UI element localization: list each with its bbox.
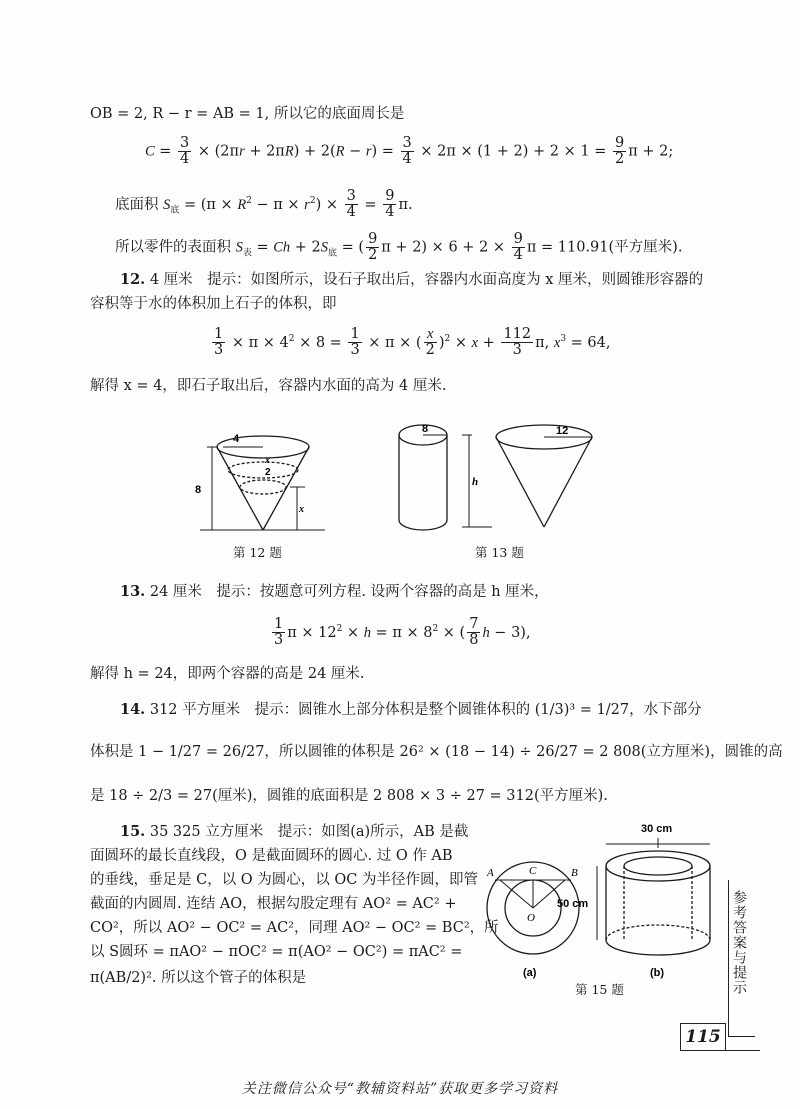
side-tab-label: 参考答案与提示 bbox=[731, 890, 747, 995]
figure-12-cone bbox=[195, 415, 325, 540]
page-rule bbox=[690, 1050, 760, 1051]
q13-line2: 解得 h = 24，即两个容器的高是 24 厘米. bbox=[90, 666, 365, 682]
q15-line-0: 15. 35 325 立方厘米 提示：如图(a)所示，AB 是截 bbox=[120, 823, 469, 840]
paragraph-continuation: OB = 2, R − r = AB = 1, 所以它的底面周长是 bbox=[90, 106, 405, 122]
page-number: 115 bbox=[680, 1023, 726, 1051]
fig13-label-r1: 8 bbox=[422, 423, 429, 435]
q12-line3: 解得 x = 4，即石子取出后，容器内水面的高为 4 厘米. bbox=[90, 378, 447, 394]
fig15-label-O: O bbox=[527, 912, 535, 924]
q12-equation: $\frac{1}{3}$ × $\pi \times 4^2 \times 8$ = $\frac{1}{3}$ × π × ( $\frac{x}{2}$ )$^2$ × x + $\frac{112}{3}$ π, $x^3 = 64$, bbox=[214, 326, 611, 359]
fig12-label-r: 4 bbox=[233, 433, 240, 445]
footer-note: 关注微信公众号“教辅资料站”获取更多学习资料 bbox=[241, 1081, 559, 1097]
q14-line3: 是 18 ÷ 2/3 = 27(厘米)，圆锥的底面积是 2 808 × 3 ÷ 27 = 312(平方厘米). bbox=[90, 788, 608, 804]
q14-line1: 14. 312 平方厘米 提示：圆锥水上部分体积是整个圆锥体积的 (1/3)³ = 1/27，水下部分 bbox=[120, 701, 702, 718]
figure-15 bbox=[485, 818, 725, 993]
q15-line-5: 以 S圆环 = πAO² − πOC² = π(AO² − OC²) = πAC² = bbox=[90, 944, 463, 960]
equation-circumference: C = $\frac{3}{4}$ × (2πr + 2πR) + 2(R − r) = $\frac{3}{4}$ × 2π × (1 + 2) + 2 × 1 = $\frac{9}{2}$ π + 2; bbox=[145, 135, 674, 167]
equation-surface-area: 所以零件的表面积 $S_表 = Ch + 2S_底$ = ( $\frac{9}{2}$ π + 2) × 6 + 2 × $\frac{9}{4}$ π = 110.91(平方厘米). bbox=[115, 231, 683, 263]
q15-number: 15. bbox=[120, 823, 146, 840]
fig12-label-two: 2 bbox=[265, 467, 271, 478]
fig12-label-x2: x bbox=[299, 504, 304, 515]
fig12-label-x1: x bbox=[265, 455, 270, 466]
fig15-label-b: (b) bbox=[650, 967, 665, 979]
figure-13-cylinder-cone bbox=[392, 415, 602, 540]
figure-15-caption: 第 15 题 bbox=[575, 982, 624, 997]
fig15-label-side: 50 cm bbox=[557, 898, 589, 910]
q14-number: 14. bbox=[120, 701, 146, 718]
fig15-label-C: C bbox=[529, 865, 537, 877]
fig15-label-B: B bbox=[571, 867, 578, 879]
fig13-label-r2: 12 bbox=[556, 425, 569, 437]
fig15-label-a: (a) bbox=[523, 967, 537, 979]
q14-line2: 体积是 1 − 1/27 = 26/27，所以圆锥的体积是 26² × (18 − 14) ÷ 26/27 = 2 808(立方厘米)，圆锥的高 bbox=[90, 744, 783, 760]
fig15-label-A: A bbox=[487, 867, 494, 879]
q15-line-6: π(AB/2)². 所以这个管子的体积是 bbox=[90, 970, 307, 986]
q12-number: 12. bbox=[120, 271, 146, 288]
q15-line-3: 截面的内圆周. 连结 AO，根据勾股定理有 AO² = AC² + bbox=[90, 896, 457, 912]
equation-base-area: 底面积 $S_底 = (\pi \times R^2 - \pi \times r^2)$ × $\frac{3}{4}$ = $\frac{9}{4}$ π. bbox=[115, 188, 413, 221]
q15-line-4: CO²，所以 AO² − OC² = AC²，同理 AO² − OC² = BC²，所 bbox=[90, 920, 499, 936]
fig15-label-top: 30 cm bbox=[641, 823, 673, 835]
figure-13-caption: 第 13 题 bbox=[475, 545, 524, 560]
q12-line2: 容积等于水的体积加上石子的体积，即 bbox=[90, 296, 337, 312]
q13-line1: 13. 24 厘米 提示：按题意可列方程. 设两个容器的高是 h 厘米， bbox=[120, 583, 549, 600]
q13-number: 13. bbox=[120, 583, 146, 600]
fig12-label-h: 8 bbox=[195, 484, 202, 496]
fig13-label-h: h bbox=[472, 476, 479, 488]
q15-line-1: 面圆环的最长直线段，O 是截面圆环的圆心. 过 O 作 AB bbox=[90, 848, 453, 864]
figure-12-caption: 第 12 题 bbox=[233, 545, 282, 560]
q12-line1: 12. 4 厘米 提示：如图所示，设石子取出后，容器内水面高度为 x 厘米，则圆锥形容器的 bbox=[120, 271, 704, 288]
q13-equation: $\frac{1}{3}$ $\pi \times 12^2 \times h = \pi \times 8^2$ × ( $\frac{7}{8}$ h − 3), bbox=[274, 616, 531, 649]
q15-line-2: 的垂线，垂足是 C，以 O 为圆心，以 OC 为半径作圆，即管 bbox=[90, 872, 479, 888]
